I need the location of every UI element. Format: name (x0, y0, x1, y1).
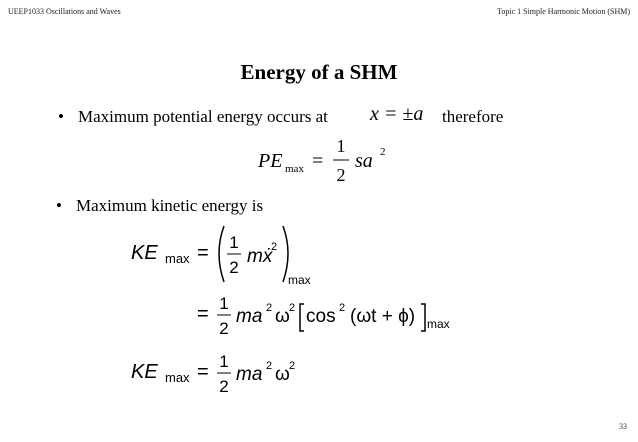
ke-max-line-3 (131, 352, 295, 396)
ke-line3-omega-sup: 2 (289, 360, 296, 372)
pe-sup: 2 (380, 146, 386, 158)
pe-denominator: 2 (336, 165, 346, 185)
pe-lhs: PE (258, 150, 283, 172)
ke-line2-term: ma (236, 306, 263, 327)
ke-line2-cos-sup: 2 (339, 302, 346, 314)
ke-line2-omega-sup: 2 (289, 302, 296, 314)
position-equation: x = ±a (370, 103, 424, 125)
ke-sub: max (165, 370, 190, 385)
ke-lhs: KE (131, 361, 158, 383)
ke-denominator: 2 (229, 258, 239, 277)
slide-title: Energy of a SHM (240, 60, 398, 84)
ke-line2-omega: ω (275, 306, 290, 327)
header-course: UEEP1033 Oscillations and Waves (8, 7, 121, 16)
ke-sub: max (165, 251, 190, 266)
ke-denominator: 2 (219, 377, 229, 396)
ke-line1-term: mẋ (247, 246, 273, 267)
ke-numerator: 1 (219, 294, 229, 313)
ke-line3-term: ma (236, 364, 263, 385)
right-bracket (421, 304, 425, 331)
ke-line3-omega: ω (275, 364, 290, 385)
ke-line2-cos: cos (306, 306, 336, 327)
bullet-text: Maximum potential energy occurs at (78, 107, 328, 126)
equals-sign: = (197, 361, 209, 383)
ke-denominator: 2 (219, 319, 229, 338)
equals-sign: = (197, 303, 209, 325)
left-paren (219, 226, 224, 282)
bullet-text: Maximum kinetic energy is (76, 196, 264, 215)
ke-line1-sup: 2 (271, 241, 278, 253)
equals-sign: = (312, 150, 324, 172)
left-bracket (300, 304, 304, 331)
pe-rhs: sa (355, 150, 373, 172)
header-topic: Topic 1 Simple Harmonic Motion (SHM) (497, 7, 630, 16)
ke-line2-sup: 2 (266, 302, 273, 314)
page-number: 33 (619, 422, 627, 431)
ke-line1-sub: max (288, 273, 311, 287)
ke-line3-sup: 2 (266, 360, 273, 372)
equals-sign: = (197, 242, 209, 264)
bullet-tail-text: therefore (442, 107, 504, 126)
ke-line2-arg: (ωt + ϕ) (350, 306, 416, 327)
ke-numerator: 1 (219, 352, 229, 371)
pe-max-formula (257, 136, 386, 185)
bullet-marker: • (58, 107, 64, 126)
ke-numerator: 1 (229, 233, 239, 252)
pe-sub: max (285, 163, 304, 175)
bullet-marker: • (56, 196, 62, 215)
ke-max-line-2 (197, 294, 450, 338)
ke-max-line-1 (131, 226, 311, 287)
ke-line2-sub: max (427, 317, 450, 331)
pe-numerator: 1 (336, 136, 346, 156)
ke-lhs: KE (131, 242, 158, 264)
